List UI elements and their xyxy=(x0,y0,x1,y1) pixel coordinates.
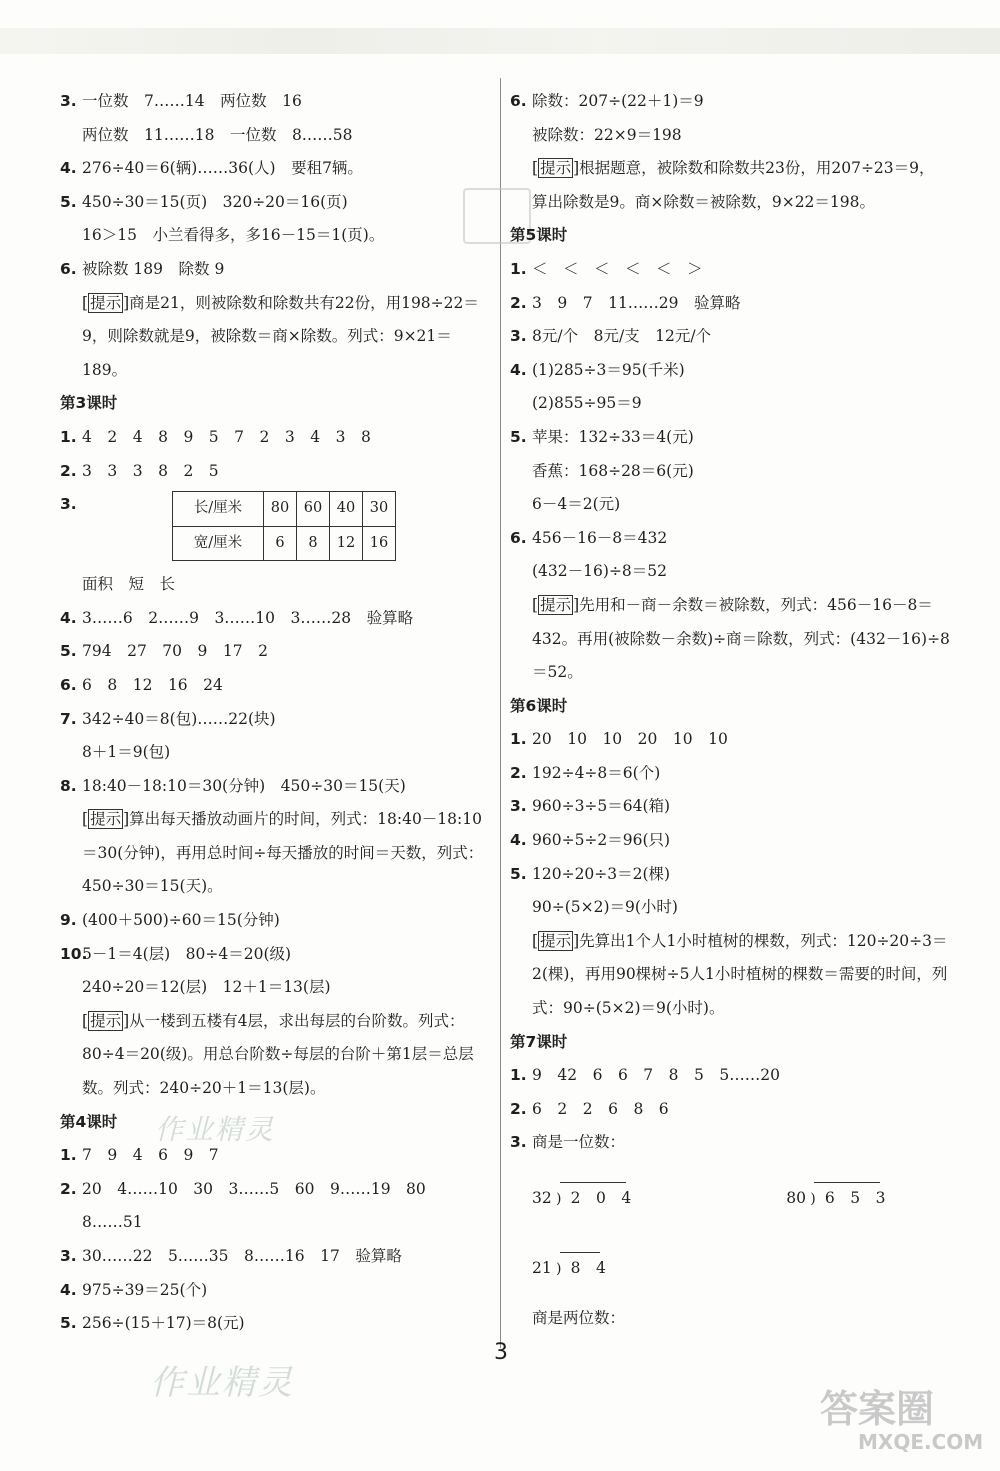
left-column xyxy=(60,85,492,1341)
table-row xyxy=(173,492,396,527)
site-watermark: 答案圈 xyxy=(820,1387,935,1431)
division-bar xyxy=(560,1182,626,1183)
answer-line: 商是两位数： xyxy=(532,1309,626,1327)
answer-line: 6. 除数：207÷(22＋1)＝9 xyxy=(510,92,704,110)
long-division: 21 ) 8 4 xyxy=(532,1252,606,1286)
answer-line: 4. 276÷40＝6(辆)……36(人) 要租7辆。 xyxy=(60,159,363,178)
answer-line: 2. 3 9 7 11……29 验算略 xyxy=(510,293,741,312)
hint-paragraph: [ 提示 ]算出每天播放动画片的时间，列式：18:40－18:10＝30(分钟)，再用总时间÷每天播放的时间＝天数，列式：450÷30＝15(天)。 xyxy=(82,810,484,896)
hint-paragraph: [ 提示 ]根据题意，被除数和除数共23份，用207÷23＝9，算出除数是9。商×除数＝被除数，9×22＝198。 xyxy=(532,159,935,211)
answer-line: 1. 7 9 4 6 9 7 xyxy=(60,1146,219,1165)
answer-line-table: 3. 长/厘米 80 60 40 30 宽/厘米 6 8 12 16 xyxy=(60,488,492,568)
answer-line: 5. 120÷20÷3＝2(棵) xyxy=(510,864,671,883)
answer-line: 16＞15 小兰看得多，多16－15＝1(页)。 xyxy=(82,226,385,245)
column-divider xyxy=(500,78,501,1348)
watermark-text: 作业精灵 xyxy=(155,1113,276,1146)
answer-line: 4. 960÷5÷2＝96(只) xyxy=(510,831,671,850)
table-cell: 30 xyxy=(363,492,396,527)
division-bracket-icon: ) xyxy=(810,1191,816,1207)
hint-paragraph: [ 提示 ]先用和－商－余数＝被除数，列式：456－16－8＝432。再用(被除数－余数)÷商＝除数，列式：(432－16)÷8＝52。 xyxy=(532,595,950,682)
hint-tag: 提示 xyxy=(540,595,572,614)
answer-line: 2. 20 4……10 30 3……5 60 9……19 80 xyxy=(60,1179,426,1198)
answer-line: 1. 20 10 10 20 10 10 xyxy=(510,730,728,749)
lesson-title: 第6课时 xyxy=(510,696,568,715)
long-division-row xyxy=(510,1160,950,1242)
hint-tag: 提示 xyxy=(540,159,572,178)
watermark-text: 作业精灵 xyxy=(150,1363,294,1403)
answer-line: 两位数 11……18 一位数 8……58 xyxy=(82,125,353,144)
table-cell: 16 xyxy=(363,526,396,561)
answer-line: 90÷(5×2)＝9(小时) xyxy=(532,898,678,917)
hint-paragraph: [ 提示 ]先算出1个人1小时植树的棵数，列式：120÷20÷3＝2(棵)，再用90棵树÷5人1小时植树的棵数＝需要的时间，列式：90÷(5×2)＝9(小时)。 xyxy=(532,931,948,1018)
answer-line: 8＋1＝9(包) xyxy=(82,743,171,762)
answer-line: 4. 3……6 2……9 3……10 3……28 验算略 xyxy=(60,608,414,627)
answer-line: 3. 商是一位数： xyxy=(510,1133,626,1152)
answer-line: 240÷20＝12(层) 12＋1＝13(层) xyxy=(82,978,331,997)
answer-line: (2)855÷95＝9 xyxy=(532,394,642,413)
answer-line: 5. 794 27 70 9 17 2 xyxy=(60,642,268,661)
answer-line: 6. 456－16－8＝432 xyxy=(510,528,668,547)
answer-line: 6. 被除数 189 除数 9 xyxy=(60,259,225,278)
answer-line: 2. 192÷4÷8＝6(个) xyxy=(510,763,661,782)
table-cell: 长/厘米 xyxy=(173,492,264,527)
table-row xyxy=(173,526,396,561)
lesson-title: 第4课时 xyxy=(60,1112,118,1131)
answer-line: 1. ＜ ＜ ＜ ＜ ＜ ＞ xyxy=(510,259,703,278)
hint-tag: 提示 xyxy=(90,1011,122,1030)
answer-line: 被除数：22×9＝198 xyxy=(532,125,682,144)
hint-tag: 提示 xyxy=(90,810,122,829)
lesson-title: 第3课时 xyxy=(60,394,118,413)
hint-tag: 提示 xyxy=(540,931,572,950)
table-cell: 60 xyxy=(297,492,330,527)
answer-line: 3. 8元/个 8元/支 12元/个 xyxy=(510,327,712,346)
table-cell: 6 xyxy=(264,526,297,561)
right-column xyxy=(510,85,950,1336)
page-number: 3 xyxy=(494,1340,508,1365)
answer-line: 6－4＝2(元) xyxy=(532,495,621,514)
answer-line: 1. 9 42 6 6 7 8 5 5……20 xyxy=(510,1066,780,1085)
answer-line: 2. 6 2 2 6 8 6 xyxy=(510,1099,669,1118)
answer-line: 香蕉：168÷28＝6(元) xyxy=(532,461,694,480)
answer-line: 3. 960÷3÷5＝64(箱) xyxy=(510,797,671,816)
lesson-title: 第7课时 xyxy=(510,1032,568,1051)
answer-line: 4. 975÷39＝25(个) xyxy=(60,1280,208,1299)
hint-paragraph: [ 提示 ]从一楼到五楼有4层，求出每层的台阶数。列式：80÷4＝20(级)。用总台阶数÷每层的台阶＋第1层＝总层数。列式：240÷20＋1＝13(层)。 xyxy=(82,1011,474,1098)
answer-line: 8……51 xyxy=(82,1213,143,1232)
division-bar xyxy=(814,1182,880,1183)
answer-line: 4. (1)285÷3＝95(千米) xyxy=(510,360,685,379)
hint-tag: 提示 xyxy=(90,293,122,312)
table-cell: 12 xyxy=(330,526,363,561)
long-division-row xyxy=(510,1242,950,1302)
answer-line: 5. 256÷(15＋17)＝8(元) xyxy=(60,1314,245,1333)
answer-line: 3. 30……22 5……35 8……16 17 验算略 xyxy=(60,1247,402,1265)
answer-line: 5. 苹果：132÷33＝4(元) xyxy=(510,427,694,446)
table-cell: 宽/厘米 xyxy=(173,526,264,561)
answer-line: 1. 4 2 4 8 9 5 7 2 3 4 3 8 xyxy=(60,427,371,446)
answer-line: 7. 342÷40＝8(包)……22(块) xyxy=(60,709,276,728)
answer-line: (432－16)÷8＝52 xyxy=(532,562,667,581)
long-division: 80 ) 6 5 3 xyxy=(786,1182,885,1216)
answer-line: 9. (400＋500)÷60＝15(分钟) xyxy=(60,911,280,930)
answer-line: 5. 450÷30＝15(页) 320÷20＝16(页) xyxy=(60,192,348,211)
length-width-table xyxy=(172,491,396,561)
table-cell: 40 xyxy=(330,492,363,527)
answer-line: 6. 6 8 12 16 24 xyxy=(60,675,223,694)
table-cell: 8 xyxy=(297,526,330,561)
long-division: 32 ) 2 0 4 xyxy=(532,1182,631,1216)
answer-line: 2. 3 3 3 8 2 5 xyxy=(60,461,219,480)
answer-line: 10.5－1＝4(层) 80÷4＝20(级) xyxy=(60,944,292,963)
answer-line: 8. 18:40－18:10＝30(分钟) 450÷30＝15(天) xyxy=(60,776,406,795)
scan-top-band xyxy=(0,28,1000,54)
answer-line: 3. 一位数 7……14 两位数 16 xyxy=(60,92,302,110)
table-cell: 80 xyxy=(264,492,297,527)
site-watermark-url: MXQE.COM xyxy=(858,1430,984,1454)
hint-paragraph: [ 提示 ]商是21，则被除数和除数共有22份，用198÷22＝9，则除数就是9，被除数＝商×除数。列式：9×21＝189。 xyxy=(82,293,479,379)
answer-line: 面积 短 长 xyxy=(82,575,176,594)
lesson-title: 第5课时 xyxy=(510,226,568,245)
division-bracket-icon: ) xyxy=(556,1261,562,1277)
division-bar xyxy=(560,1252,600,1253)
division-bracket-icon: ) xyxy=(556,1191,562,1207)
